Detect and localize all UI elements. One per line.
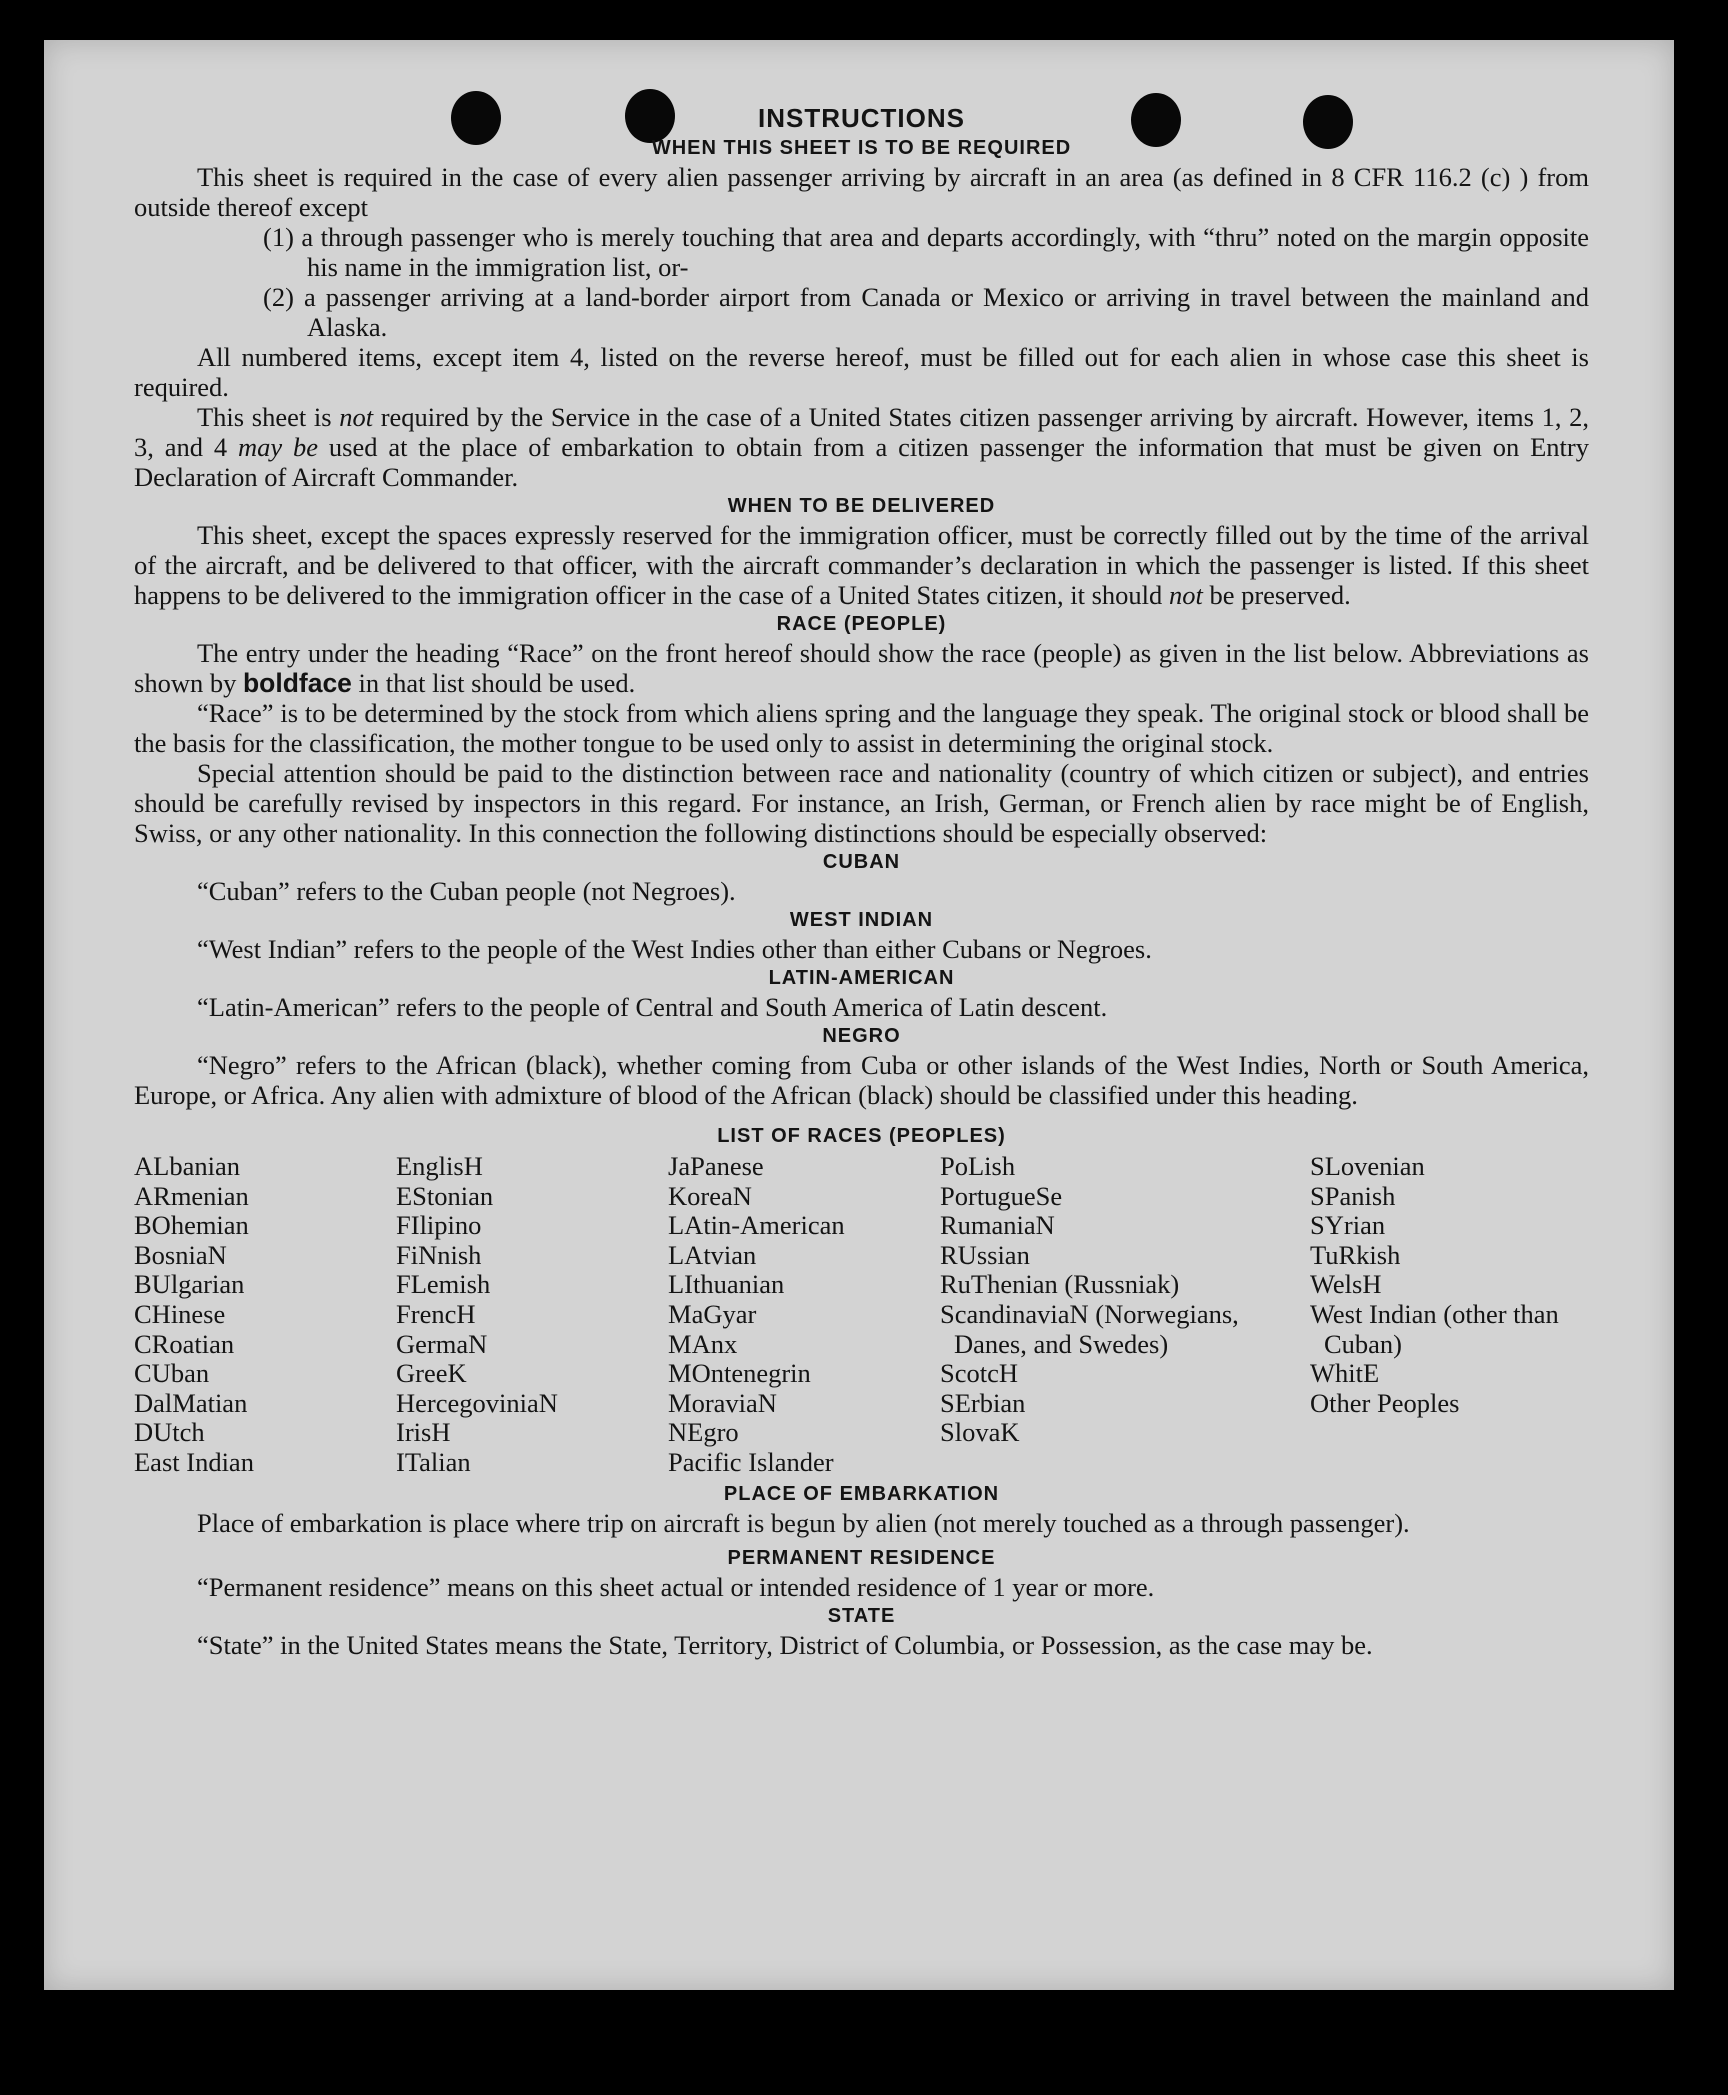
section-heading: WHEN TO BE DELIVERED xyxy=(727,495,996,517)
race-entry: BUlgarian xyxy=(134,1269,245,1300)
paragraph: “Cuban” refers to the Cuban people (not Negroes). xyxy=(197,876,736,906)
race-entry: SPanish xyxy=(1310,1180,1396,1211)
race-entry: WelsH xyxy=(1310,1269,1382,1300)
paragraph: “West Indian” refers to the people of the West Indies other than either Cubans or Negroes. xyxy=(197,934,1152,964)
section-heading: PERMANENT RESIDENCE xyxy=(727,1546,996,1569)
race-entry: FrencH xyxy=(396,1298,476,1329)
document-sheet xyxy=(44,40,1674,1990)
race-list xyxy=(134,1152,1589,1478)
race-column xyxy=(134,1152,396,1478)
race-entry: RuThenian (Russniak) xyxy=(940,1269,1180,1300)
paragraph: All numbered items, except item 4, listed on the reverse hereof, must be filled out for each alien in whose case this sheet is required. xyxy=(134,342,1589,402)
race-entry: GreeK xyxy=(396,1358,467,1389)
race-entry: SlovaK xyxy=(940,1417,1020,1448)
race-entry: FiNnish xyxy=(396,1239,482,1270)
race-column xyxy=(940,1152,1310,1478)
race-entry: MaGyar xyxy=(668,1298,757,1329)
race-entry: WhitE xyxy=(1310,1358,1380,1389)
paragraph: Special attention should be paid to the distinction between race and nationality (country of which citizen or subject), and entries should be carefully revised by inspectors in this regard. For instance, an Irish, German, or French alien by race might be of English, Swiss, or any other nationality. In this connection the following distinctions should be especially observed: xyxy=(134,758,1589,848)
race-column xyxy=(396,1152,668,1478)
race-entry: CRoatian xyxy=(134,1328,235,1359)
race-entry: HercegoviniaN xyxy=(396,1387,558,1418)
race-entry: BOhemian xyxy=(134,1210,249,1241)
race-entry: SLovenian xyxy=(1310,1151,1425,1181)
race-entry: DalMatian xyxy=(134,1387,248,1418)
race-entry: RUssian xyxy=(940,1239,1030,1270)
race-entry: ScandinaviaN (Norwegians, Danes, and Swedes) xyxy=(940,1298,1239,1359)
race-entry: CUban xyxy=(134,1358,210,1389)
race-entry: EStonian xyxy=(396,1180,494,1211)
race-entry: West Indian (other than Cuban) xyxy=(1310,1298,1559,1359)
race-entry: SErbian xyxy=(940,1387,1026,1418)
race-entry: LAtin-American xyxy=(668,1210,845,1241)
race-entry: KoreaN xyxy=(668,1180,752,1211)
race-entry: PoLish xyxy=(940,1151,1016,1181)
paragraph: The entry under the heading “Race” on the front hereof should show the race (people) as given in the list below. Abbreviations as shown by boldface in that list should be used. xyxy=(134,638,1589,698)
race-entry: MOntenegrin xyxy=(668,1358,811,1389)
section-heading: RACE (PEOPLE) xyxy=(776,613,947,635)
race-entry: East Indian xyxy=(134,1446,254,1477)
exception-item: (2) a passenger arriving at a land-border airport from Canada or Mexico or arriving in travel between the mainland and Alaska. xyxy=(263,282,1589,342)
section-heading: LIST OF RACES (PEOPLES) xyxy=(717,1125,1006,1147)
race-entry: TuRkish xyxy=(1310,1239,1401,1270)
race-entry: SYrian xyxy=(1310,1210,1386,1241)
page-title: INSTRUCTIONS xyxy=(758,103,965,133)
race-entry: BosniaN xyxy=(134,1239,227,1270)
race-entry: ScotcH xyxy=(940,1358,1019,1389)
race-entry: FIlipino xyxy=(396,1210,482,1241)
race-entry: ALbanian xyxy=(134,1151,240,1181)
race-entry: LAtvian xyxy=(668,1239,757,1270)
race-entry: JaPanese xyxy=(668,1151,764,1181)
section-heading: PLACE OF EMBARKATION xyxy=(723,1482,1000,1505)
race-entry: FLemish xyxy=(396,1269,491,1300)
instructions-content xyxy=(134,102,1589,1660)
race-entry: Pacific Islander xyxy=(668,1446,834,1477)
paragraph: “Race” is to be determined by the stock from which aliens spring and the language they speak. The original stock or blood shall be the basis for the classification, the mother tongue to be used only to assist in determining the original stock. xyxy=(134,698,1589,758)
race-entry: MoraviaN xyxy=(668,1387,777,1418)
section-heading: WEST INDIAN xyxy=(789,909,934,931)
section-heading: LATIN-AMERICAN xyxy=(768,967,955,989)
race-entry: Other Peoples xyxy=(1310,1387,1460,1418)
exception-item: (1) a through passenger who is merely touching that area and departs accordingly, with “thru” noted on the margin opposite his name in the immigration list, or- xyxy=(263,222,1589,282)
paragraph: This sheet, except the spaces expressly reserved for the immigration officer, must be correctly filled out by the time of the arrival of the aircraft, and be delivered to that officer, with the aircraft commander’s declaration in which the passenger is listed. If this sheet happens to be delivered to the immigration officer in the case of a United States citizen, it should not be preserved. xyxy=(134,520,1589,610)
paragraph: “Negro” refers to the African (black), whether coming from Cuba or other islands of the West Indies, North or South America, Europe, or Africa. Any alien with admixture of blood of the African (black) should be classified under this heading. xyxy=(134,1050,1589,1110)
race-entry: IrisH xyxy=(396,1417,451,1448)
race-entry: ARmenian xyxy=(134,1180,249,1211)
race-entry: CHinese xyxy=(134,1298,226,1329)
paragraph: Place of embarkation is place where trip on aircraft is begun by alien (not merely touched as a through passenger). xyxy=(197,1507,1410,1538)
race-entry: EnglisH xyxy=(396,1151,483,1181)
race-column xyxy=(1310,1152,1590,1478)
race-entry: ITalian xyxy=(396,1446,471,1477)
section-heading: STATE xyxy=(827,1604,896,1627)
race-entry: MAnx xyxy=(668,1328,738,1359)
paragraph: “Latin-American” refers to the people of Central and South America of Latin descent. xyxy=(197,992,1108,1022)
section-heading: WHEN THIS SHEET IS TO BE REQUIRED xyxy=(651,137,1072,159)
race-entry: RumaniaN xyxy=(940,1210,1055,1241)
section-heading: NEGRO xyxy=(822,1025,901,1047)
race-entry: DUtch xyxy=(134,1417,205,1448)
section-heading: CUBAN xyxy=(822,851,901,873)
race-entry: NEgro xyxy=(668,1417,739,1448)
race-column xyxy=(668,1152,940,1478)
race-entry: PortugueSe xyxy=(940,1180,1063,1211)
paragraph: This sheet is required in the case of every alien passenger arriving by aircraft in an area (as defined in 8 CFR 116.2 (c) ) from outside thereof except xyxy=(134,162,1589,222)
paragraph: “State” in the United States means the State, Territory, District of Columbia, or Possession, as the case may be. xyxy=(197,1629,1373,1660)
race-entry: LIthuanian xyxy=(668,1269,785,1300)
race-entry: GermaN xyxy=(396,1328,488,1359)
paragraph: “Permanent residence” means on this sheet actual or intended residence of 1 year or more. xyxy=(197,1571,1155,1602)
paragraph: This sheet is not required by the Service in the case of a United States citizen passenger arriving by aircraft. However, items 1, 2, 3, and 4 may be used at the place of embarkation to obtain from a citizen passenger the information that must be given on Entry Declaration of Aircraft Commander. xyxy=(134,402,1589,492)
